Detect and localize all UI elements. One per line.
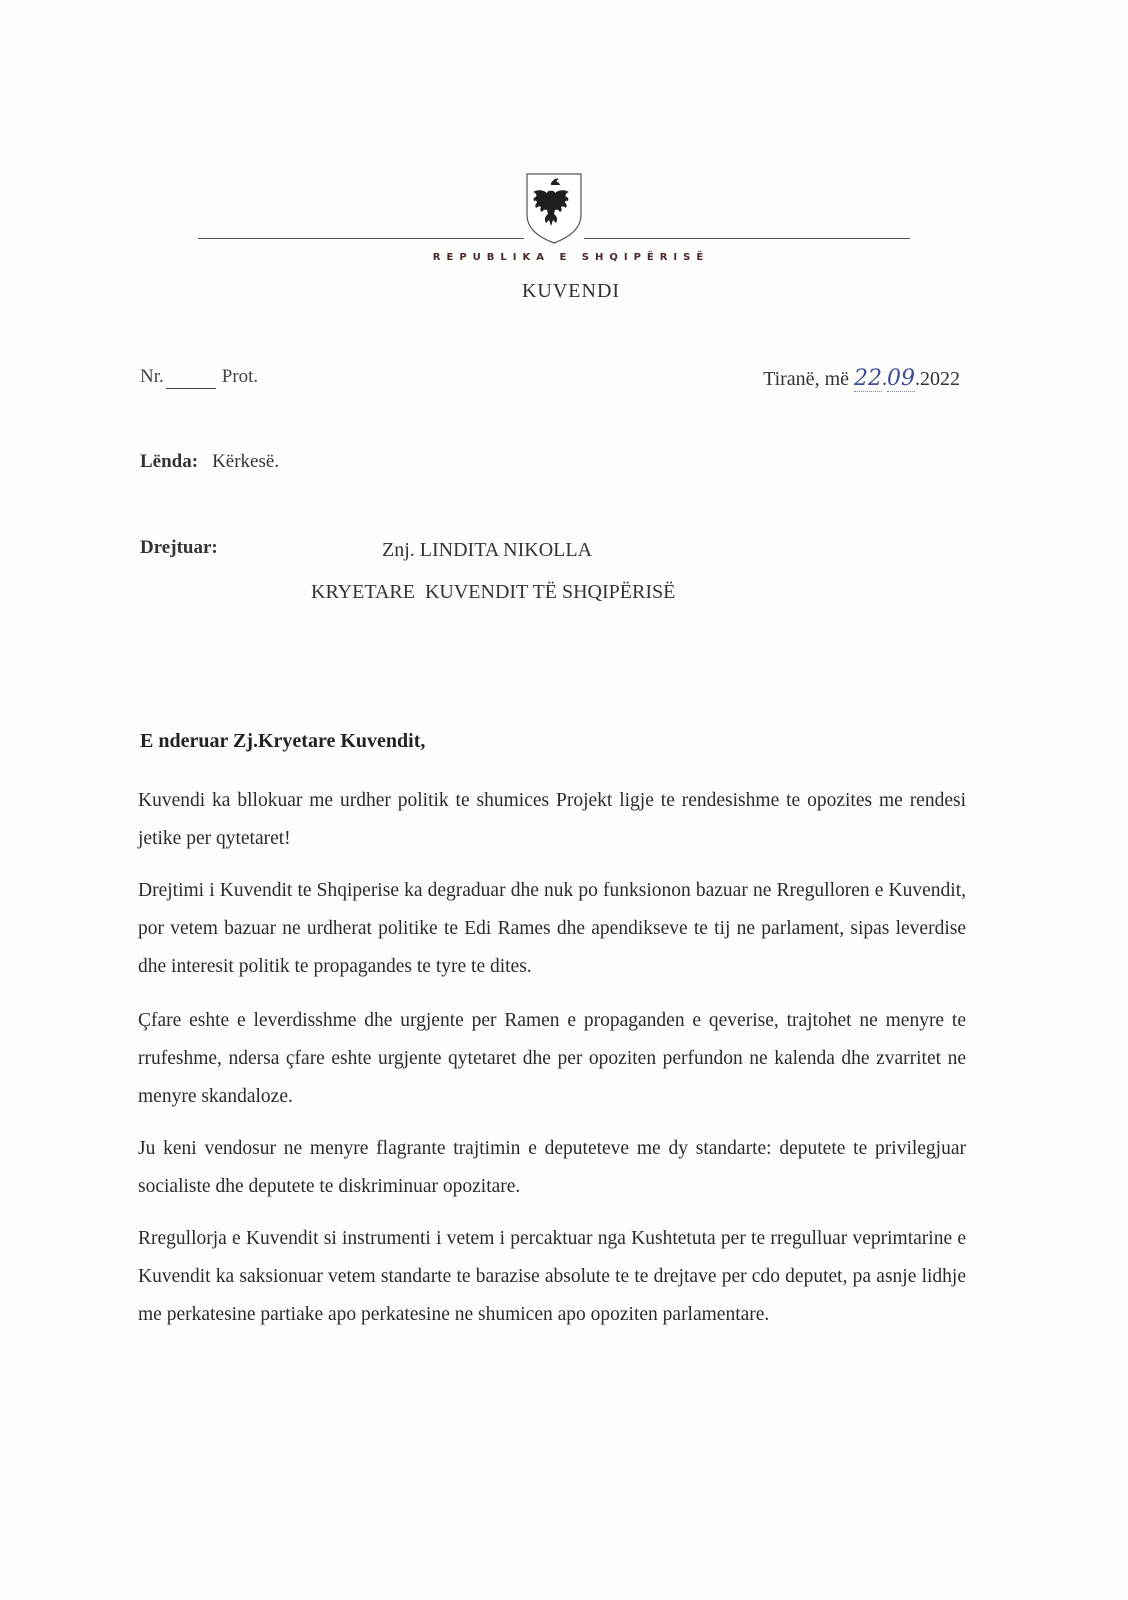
- header-rule-left: [198, 238, 524, 239]
- addressee-label: Drejtuar:: [140, 537, 218, 558]
- institution-name: KUVENDI: [521, 280, 621, 302]
- body-paragraph: Ju keni vendosur ne menyre flagrante trajtimin e deputeteve me dy standarte: deputete te privilegjuar socialiste dhe deputete te diskriminuar opozitare.: [138, 1138, 966, 1197]
- addressee-title: KRYETARE KUVENDIT TË SHQIPËRISË: [311, 581, 676, 603]
- subject-line: [140, 451, 279, 473]
- protocol-number: [140, 366, 258, 389]
- date-prefix: Tiranë, më: [763, 368, 849, 390]
- nr-blank: [166, 366, 216, 389]
- letter-date: Tiranë, më 22.09.2022: [763, 366, 960, 391]
- body-paragraph: Kuvendi ka bllokuar me urdher politik te shumices Projekt ligje te rendesishme te opozites me rendesi jetike per qytetaret!: [138, 790, 966, 849]
- nr-label: Nr.: [140, 366, 164, 387]
- salutation: E nderuar Zj.Kryetare Kuvendit,: [140, 730, 426, 752]
- body-paragraph: Rregullorja e Kuvendit si instrumenti i vetem i percaktuar nga Kushtetuta per te rregulluar veprimtarine e Kuvendit ka saksionuar vetem standarte te barazise absolute te te drejtave per cdo deputet, pa asnje lidhje me perkatesine partiake apo perkatesine ne shumicen apo opoziten parlamentare.: [138, 1228, 966, 1325]
- date-month-handwritten: 09: [887, 366, 915, 391]
- header-rule-right: [584, 238, 910, 239]
- date-day-handwritten: 22: [854, 366, 882, 391]
- body-paragraph: Çfare eshte e leverdisshme dhe urgjente per Ramen e propaganden e qeverise, trajtohet ne menyre te rrufeshme, ndersa çfare eshte urgjente qytetaret dhe per opoziten perfundon ne kalenda dhe zvarritet ne menyre skandaloze.: [138, 1010, 966, 1107]
- body-paragraph: Drejtimi i Kuvendit te Shqiperise ka degraduar dhe nuk po funksionon bazuar ne Rregulloren e Kuvendit, por vetem bazuar ne urdherat politike te Edi Rames dhe apendikseve te tij ne parlament, sipas leverdise dhe interesit politik te propagandes te tyre te dites.: [138, 880, 966, 977]
- subject-label: Lënda:: [140, 451, 199, 472]
- albanian-coat-of-arms-icon: [524, 171, 584, 245]
- republic-name: REPUBLIKA E SHQIPËRISË: [432, 252, 710, 263]
- date-year: 2022: [920, 368, 960, 390]
- addressee-name: Znj. LINDITA NIKOLLA: [382, 539, 593, 561]
- prot-label: Prot.: [221, 366, 259, 387]
- subject-value: Kërkesë.: [212, 451, 280, 472]
